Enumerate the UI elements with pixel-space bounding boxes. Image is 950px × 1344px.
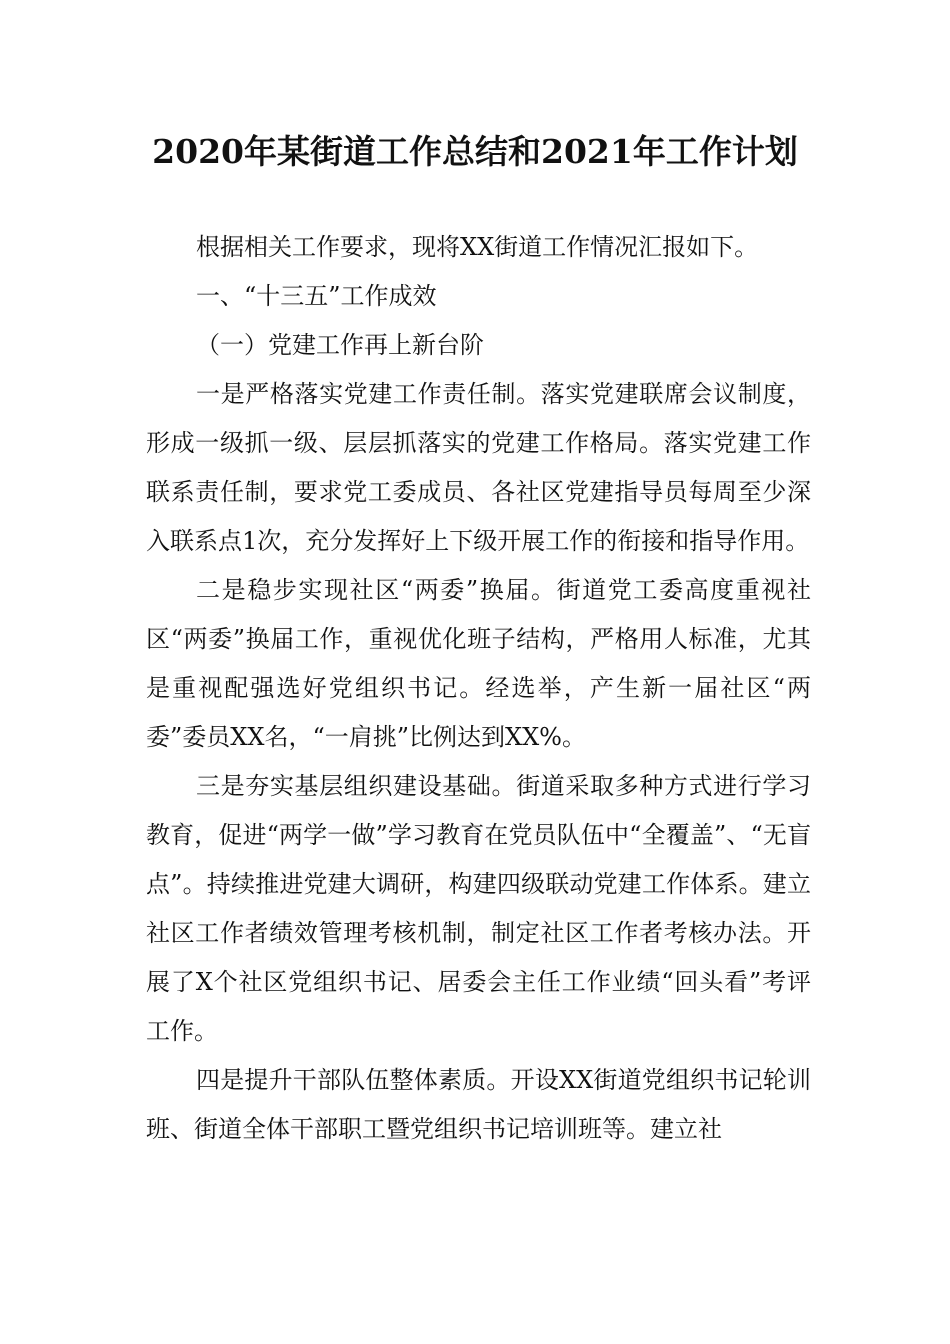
intro-paragraph: 根据相关工作要求，现将XX街道工作情况汇报如下。: [196, 233, 759, 261]
subsection-heading: （一）党建工作再上新台阶: [196, 331, 484, 359]
body-paragraph: 四是提升干部队伍整体素质。开设XX街道党组织书记轮训班、街道全体干部职工暨党组织书记培训班等。建立社: [146, 1066, 811, 1143]
body-paragraph: 三是夯实基层组织建设基础。街道采取多种方式进行学习教育，促进“两学一做”学习教育在党员队伍中“全覆盖”、“无盲点”。持续推进党建大调研，构建四级联动党建工作体系。建立社区工作者绩效管理考核机制，制定社区工作者考核办法。开展了X个社区党组织书记、居委会主任工作业绩“回头看”考评工作。: [146, 772, 811, 1045]
document-title: 2020年某街道工作总结和2021年工作计划: [152, 132, 798, 171]
body-paragraph: 一是严格落实党建工作责任制。落实党建联席会议制度，形成一级抓一级、层层抓落实的党建工作格局。落实党建工作联系责任制，要求党工委成员、各社区党建指导员每周至少深入联系点1次，充分发挥好上下级开展工作的衔接和指导作用。: [146, 380, 811, 555]
section-heading: 一、“十三五”工作成效: [196, 282, 437, 310]
document-body: [146, 223, 811, 1154]
body-paragraph: 二是稳步实现社区“两委”换届。街道党工委高度重视社区“两委”换届工作，重视优化班子结构，严格用人标准，尤其是重视配强选好党组织书记。经选举，产生新一届社区“两委”委员XX名，“一肩挑”比例达到XX%。: [146, 576, 811, 751]
